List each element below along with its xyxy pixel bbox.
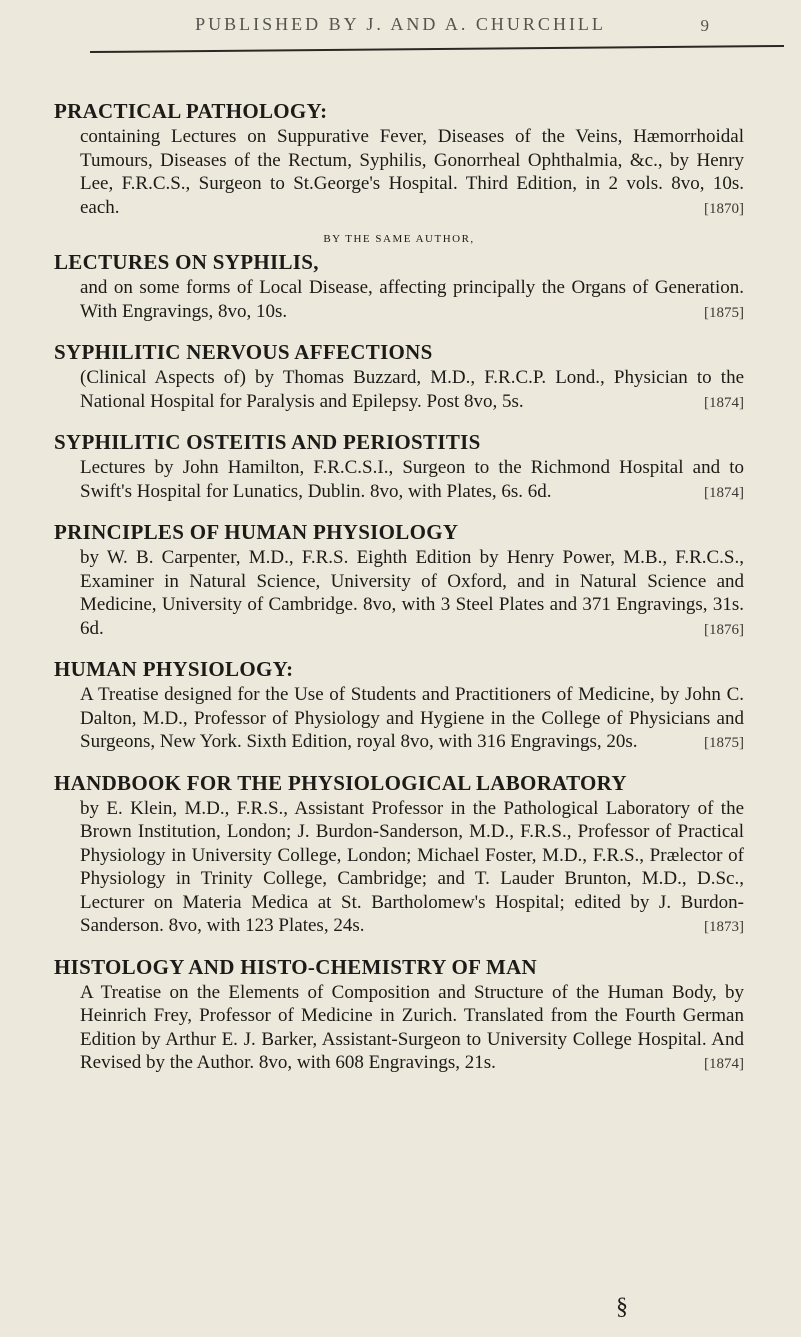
entry-year: [1874] (704, 484, 744, 501)
catalogue-entry (54, 429, 744, 505)
page-number: 9 (700, 16, 709, 35)
entry-title: LECTURES ON SYPHILIS, (54, 250, 319, 274)
entry-title: PRINCIPLES OF HUMAN PHYSIOLOGY (54, 520, 459, 544)
entry-year: [1873] (704, 919, 744, 935)
running-head: PUBLISHED BY J. AND A. CHURCHILL (195, 14, 606, 34)
entry-title: HUMAN PHYSIOLOGY: (54, 657, 294, 681)
entry-year: [1875] (704, 735, 744, 751)
catalogue-entry (54, 98, 744, 221)
entry-body (54, 125, 744, 221)
entry-year: [1876] (704, 621, 744, 638)
entry-year: [1870] (704, 200, 744, 217)
entry-description: A Treatise designed for the Use of Students and Practitioners of Medicine, by John C. Dalton, M.D., Professor of Physiology and Hygiene in the College of Physicians and Surgeons, New York. Sixth Edition, royal 8vo, with 316 Engravings, 20s. (80, 684, 744, 752)
catalogue-entry (54, 954, 744, 1077)
entry-by-line: BY THE SAME AUTHOR, (323, 233, 475, 245)
entry-description: A Treatise on the Elements of Composition and Structure of the Human Body, by Heinrich Frey, Professor of Medicine in Zurich. Translated from the Fourth German Edition by Arthur E. J. Barker, Assistant-Surgeon to University College Hospital. And Revised by the Author. 8vo, with 608 Engravings, 21s. (80, 981, 744, 1073)
catalogue-entry (54, 339, 744, 415)
entry-description: containing Lectures on Suppurative Fever, Diseases of the Veins, Hæmorrhoidal Tumours, Diseases of the Rectum, Syphilis, Gonorrheal Ophthalmia, &c., by Henry Lee, F.R.C.S., Surgeon to St.George's Hospital. Third Edition, in 2 vols. 8vo, 10s. each. (80, 126, 744, 218)
entry-year: [1875] (704, 304, 744, 321)
entry-title: PRACTICAL PATHOLOGY: (54, 99, 328, 123)
entry-year: [1874] (704, 1056, 744, 1072)
entry-body (54, 366, 744, 415)
entry-description: by W. B. Carpenter, M.D., F.R.S. Eighth Edition by Henry Power, M.B., F.R.C.S., Examiner in Natural Science, University of Oxford, and in Natural Science and Medicine, University of Cambridge. 8vo, with 3 Steel Plates and 371 Engravings, 31s. 6d. (80, 547, 744, 639)
catalogue-entries (54, 98, 744, 1091)
entry-body (54, 276, 744, 325)
entry-year: [1874] (704, 394, 744, 411)
entry-body (54, 683, 744, 756)
entry-body (54, 981, 744, 1077)
entry-title: SYPHILITIC OSTEITIS AND PERIOSTITIS (54, 430, 481, 454)
catalogue-entry (54, 519, 744, 642)
section-mark: § (616, 1294, 628, 1320)
entry-body (54, 546, 744, 642)
entry-body (54, 797, 744, 940)
entry-body (54, 456, 744, 505)
header-rule (90, 45, 784, 53)
entry-title: HANDBOOK FOR THE PHYSIOLOGICAL LABORATORY (54, 770, 627, 795)
entry-title: SYPHILITIC NERVOUS AFFECTIONS (54, 340, 433, 364)
entry-description: Lectures by John Hamilton, F.R.C.S.I., Surgeon to the Richmond Hospital and to Swift's Hospital for Lunatics, Dublin. 8vo, with Plates, 6s. 6d. (80, 457, 744, 502)
catalogue-entry (54, 656, 744, 756)
entry-description: by E. Klein, M.D., F.R.S., Assistant Professor in the Pathological Laboratory of the Brown Institution, London; J. Burdon-Sanderson, M.D., F.R.S., Professor of Practical Physiology in University College, London; Michael Foster, M.D., F.R.S., Prælector of Physiology in Trinity College, Cambridge; and T. Lauder Brunton, M.D., D.Sc., Lecturer on Materia Medica at St. Bartholomew's Hospital; edited by J. Burdon-Sanderson. 8vo, with 123 Plates, 24s. (80, 797, 744, 936)
entry-description: (Clinical Aspects of) by Thomas Buzzard, M.D., F.R.C.P. Lond., Physician to the National Hospital for Paralysis and Epilepsy. Post 8vo, 5s. (80, 367, 744, 412)
entry-title: HISTOLOGY AND HISTO-CHEMISTRY OF MAN (54, 954, 538, 979)
catalogue-entry (54, 231, 744, 325)
entry-description: and on some forms of Local Disease, affecting principally the Organs of Generation. With Engravings, 8vo, 10s. (80, 277, 744, 322)
catalogue-entry (54, 770, 744, 940)
